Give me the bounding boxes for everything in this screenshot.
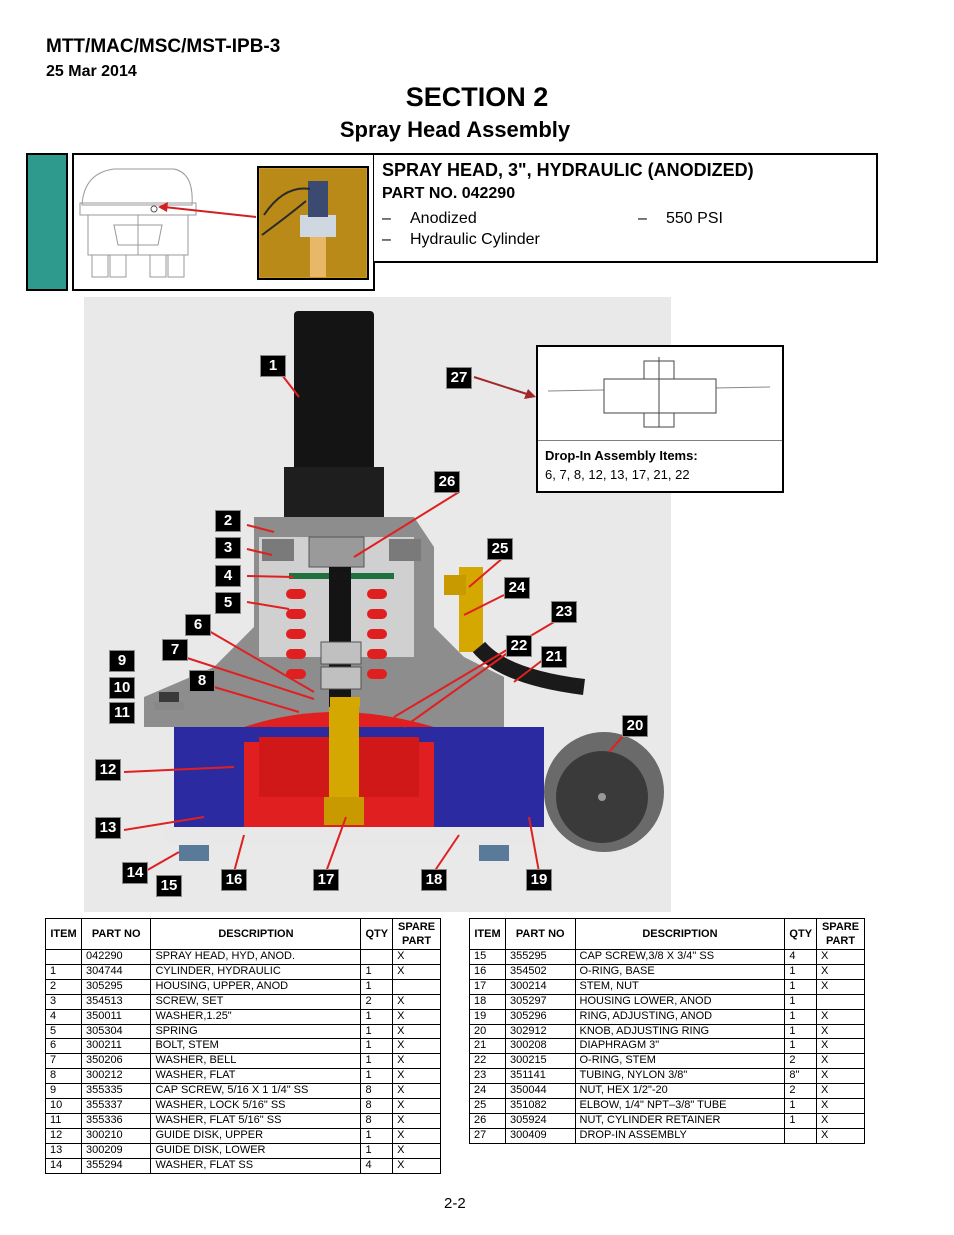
callout-20: 20 (622, 715, 648, 737)
table-row (470, 1084, 865, 1099)
header-qty: QTY (361, 919, 393, 950)
part-no-cell: 355337 (81, 1099, 151, 1114)
item-cell: 16 (470, 964, 506, 979)
item-cell (46, 950, 82, 965)
description-cell: CAP SCREW,3/8 X 3/4" SS (575, 950, 785, 965)
parts-table-right (469, 918, 865, 1144)
table-row (46, 1039, 441, 1054)
description-cell: DIAPHRAGM 3" (575, 1039, 785, 1054)
part-no-cell: 350206 (81, 1054, 151, 1069)
part-no-cell: 300209 (81, 1143, 151, 1158)
header-part-no: PART NO (81, 919, 151, 950)
callout-24: 24 (504, 577, 530, 599)
part-no-cell: 302912 (505, 1024, 575, 1039)
table-row (46, 1009, 441, 1024)
item-cell: 14 (46, 1158, 82, 1173)
description-cell: ELBOW, 1/4" NPT–3/8" TUBE (575, 1099, 785, 1114)
callout-23: 23 (551, 601, 577, 623)
callout-22: 22 (506, 635, 532, 657)
description-cell: RING, ADJUSTING, ANOD (575, 1009, 785, 1024)
description-cell: BOLT, STEM (151, 1039, 361, 1054)
spare-cell (393, 979, 441, 994)
item-cell: 3 (46, 994, 82, 1009)
qty-cell: 8" (785, 1069, 817, 1084)
spare-cell: X (393, 1069, 441, 1084)
description-cell: CYLINDER, HYDRAULIC (151, 964, 361, 979)
spare-cell: X (817, 1099, 865, 1114)
qty-cell: 1 (785, 964, 817, 979)
item-cell: 12 (46, 1128, 82, 1143)
qty-cell: 8 (361, 1113, 393, 1128)
qty-cell: 1 (785, 1099, 817, 1114)
spare-cell: X (817, 950, 865, 965)
document-id: MTT/MAC/MSC/MST-IPB-3 (46, 36, 281, 57)
page-number: 2-2 (444, 1195, 466, 1212)
qty-cell: 8 (361, 1084, 393, 1099)
qty-cell: 1 (785, 979, 817, 994)
spare-cell: X (817, 1084, 865, 1099)
header-spare: SPARE (397, 921, 436, 933)
qty-cell: 1 (361, 1128, 393, 1143)
section-title: SECTION 2 (405, 82, 549, 112)
header-item: ITEM (470, 919, 506, 950)
spare-cell: X (817, 1113, 865, 1128)
spare-cell: X (393, 1113, 441, 1128)
item-cell: 20 (470, 1024, 506, 1039)
item-cell: 13 (46, 1143, 82, 1158)
description-cell: DROP-IN ASSEMBLY (575, 1128, 785, 1143)
spare-cell: X (393, 994, 441, 1009)
item-cell: 2 (46, 979, 82, 994)
description-cell: O-RING, STEM (575, 1054, 785, 1069)
spare-cell: X (393, 1099, 441, 1114)
item-cell: 1 (46, 964, 82, 979)
qty-cell: 1 (361, 964, 393, 979)
description-cell: WASHER, FLAT SS (151, 1158, 361, 1173)
header-item: ITEM (46, 919, 82, 950)
item-cell: 4 (46, 1009, 82, 1024)
callout-16: 16 (221, 869, 247, 891)
item-cell: 18 (470, 994, 506, 1009)
description-cell: SCREW, SET (151, 994, 361, 1009)
part-no-cell: 300214 (505, 979, 575, 994)
description-cell: KNOB, ADJUSTING RING (575, 1024, 785, 1039)
callout-3: 3 (215, 537, 241, 559)
table-row (46, 1099, 441, 1114)
item-cell: 26 (470, 1113, 506, 1128)
spare-cell: X (393, 964, 441, 979)
part-no-cell: 305924 (505, 1113, 575, 1128)
qty-cell: 1 (785, 1039, 817, 1054)
qty-cell: 4 (361, 1158, 393, 1173)
section-subtitle: Spray Head Assembly (339, 117, 571, 142)
spare-cell: X (393, 1009, 441, 1024)
table-row (470, 1099, 865, 1114)
item-cell: 23 (470, 1069, 506, 1084)
qty-cell: 2 (785, 1054, 817, 1069)
feature-dash: – (638, 210, 647, 227)
table-row (46, 1128, 441, 1143)
table-row (470, 1009, 865, 1024)
feature-dash: – (382, 231, 391, 248)
table-row (470, 950, 865, 965)
part-no-cell: 305295 (81, 979, 151, 994)
feature-pressure: 550 PSI (666, 210, 723, 227)
spare-cell: X (393, 1024, 441, 1039)
spare-cell: X (393, 1158, 441, 1173)
description-cell: CAP SCREW, 5/16 X 1 1/4" SS (151, 1084, 361, 1099)
qty-cell: 1 (361, 1024, 393, 1039)
item-cell: 8 (46, 1069, 82, 1084)
location-thumbnail (72, 153, 375, 291)
table-row (470, 979, 865, 994)
qty-cell (361, 950, 393, 965)
spare-cell (817, 994, 865, 1009)
spare-cell: X (817, 1128, 865, 1143)
table-row (46, 1084, 441, 1099)
feature-anodized: Anodized (410, 210, 477, 227)
item-cell: 22 (470, 1054, 506, 1069)
header-part-no: PART NO (505, 919, 575, 950)
table-row (46, 1113, 441, 1128)
table-row (46, 1069, 441, 1084)
vehicle-location-illustration (74, 155, 373, 289)
callout-8: 8 (189, 670, 215, 692)
header-spare: SPARE (821, 921, 860, 933)
callout-9: 9 (109, 650, 135, 672)
drop-in-assembly-illustration (538, 347, 782, 441)
table-header-row (470, 919, 865, 950)
part-no-cell: 300215 (505, 1054, 575, 1069)
qty-cell: 1 (785, 1113, 817, 1128)
part-no-cell: 355295 (505, 950, 575, 965)
part-no-cell: 354502 (505, 964, 575, 979)
table-row (470, 1024, 865, 1039)
description-cell: GUIDE DISK, LOWER (151, 1143, 361, 1158)
table-row (46, 964, 441, 979)
table-row (470, 1128, 865, 1143)
description-cell: SPRING (151, 1024, 361, 1039)
description-cell: WASHER, LOCK 5/16" SS (151, 1099, 361, 1114)
table-row (46, 1024, 441, 1039)
part-no-cell: 042290 (81, 950, 151, 965)
feature-dash: – (382, 210, 391, 227)
callout-1: 1 (260, 355, 286, 377)
table-row (46, 1158, 441, 1173)
header-description: DESCRIPTION (151, 919, 361, 950)
part-no-cell: 350044 (505, 1084, 575, 1099)
callout-27: 27 (446, 367, 472, 389)
header-qty: QTY (785, 919, 817, 950)
part-no-cell: 355336 (81, 1113, 151, 1128)
item-cell: 10 (46, 1099, 82, 1114)
callout-10: 10 (109, 677, 135, 699)
spare-cell: X (393, 1084, 441, 1099)
part-no-cell: 300210 (81, 1128, 151, 1143)
drop-in-items: 6, 7, 8, 12, 13, 17, 21, 22 (545, 467, 690, 482)
item-cell: 17 (470, 979, 506, 994)
part-no-cell: 354513 (81, 994, 151, 1009)
table-header-row (46, 919, 441, 950)
callout-15: 15 (156, 875, 182, 897)
item-cell: 25 (470, 1099, 506, 1114)
header-spare-part (817, 919, 865, 950)
item-cell: 11 (46, 1113, 82, 1128)
qty-cell: 1 (785, 1024, 817, 1039)
table-row (470, 1054, 865, 1069)
description-cell: NUT, CYLINDER RETAINER (575, 1113, 785, 1128)
part-no-cell: 300208 (505, 1039, 575, 1054)
description-cell: WASHER, FLAT (151, 1069, 361, 1084)
qty-cell: 4 (785, 950, 817, 965)
item-cell: 7 (46, 1054, 82, 1069)
description-cell: STEM, NUT (575, 979, 785, 994)
callout-12: 12 (95, 759, 121, 781)
header-description: DESCRIPTION (575, 919, 785, 950)
description-cell: WASHER, BELL (151, 1054, 361, 1069)
qty-cell: 1 (361, 1054, 393, 1069)
callout-26: 26 (434, 471, 460, 493)
part-no-cell: 305297 (505, 994, 575, 1009)
qty-cell: 1 (361, 1039, 393, 1054)
table-row (470, 1069, 865, 1084)
header-part: PART (401, 935, 432, 947)
item-cell: 27 (470, 1128, 506, 1143)
part-no-cell: 351082 (505, 1099, 575, 1114)
callout-27-arrow (472, 375, 542, 405)
table-row (46, 979, 441, 994)
spare-cell: X (393, 1054, 441, 1069)
qty-cell: 8 (361, 1099, 393, 1114)
description-cell: WASHER,1.25" (151, 1009, 361, 1024)
qty-cell: 1 (785, 1009, 817, 1024)
part-no-cell: 351141 (505, 1069, 575, 1084)
callout-25: 25 (487, 538, 513, 560)
callout-7: 7 (162, 639, 188, 661)
part-no-cell: 300212 (81, 1069, 151, 1084)
description-cell: SPRAY HEAD, HYD, ANOD. (151, 950, 361, 965)
part-no-cell: 300409 (505, 1128, 575, 1143)
spare-cell: X (393, 1128, 441, 1143)
callout-21: 21 (541, 646, 567, 668)
item-cell: 9 (46, 1084, 82, 1099)
spare-cell: X (393, 1143, 441, 1158)
part-no-cell: 305296 (505, 1009, 575, 1024)
description-cell: GUIDE DISK, UPPER (151, 1128, 361, 1143)
qty-cell: 1 (361, 1009, 393, 1024)
callout-17: 17 (313, 869, 339, 891)
part-no-cell: 304744 (81, 964, 151, 979)
header-spare-part (393, 919, 441, 950)
spare-cell: X (393, 950, 441, 965)
table-row (46, 1143, 441, 1158)
description-cell: HOUSING LOWER, ANOD (575, 994, 785, 1009)
description-cell: TUBING, NYLON 3/8" (575, 1069, 785, 1084)
table-row (470, 1039, 865, 1054)
qty-cell: 2 (361, 994, 393, 1009)
item-cell: 24 (470, 1084, 506, 1099)
section-tab (26, 153, 68, 291)
qty-cell: 1 (361, 1069, 393, 1084)
part-number: PART NO. 042290 (382, 185, 516, 202)
table-row (470, 1113, 865, 1128)
qty-cell: 2 (785, 1084, 817, 1099)
spare-cell: X (817, 964, 865, 979)
callout-13: 13 (95, 817, 121, 839)
callout-18: 18 (421, 869, 447, 891)
qty-cell: 1 (361, 979, 393, 994)
header-part: PART (825, 935, 856, 947)
qty-cell: 1 (785, 994, 817, 1009)
qty-cell: 1 (361, 1143, 393, 1158)
parts-table-left (45, 918, 441, 1174)
callout-4: 4 (215, 565, 241, 587)
part-no-cell: 305304 (81, 1024, 151, 1039)
spare-cell: X (817, 1039, 865, 1054)
item-cell: 5 (46, 1024, 82, 1039)
callout-6: 6 (185, 614, 211, 636)
callout-11: 11 (109, 702, 135, 724)
table-row (470, 964, 865, 979)
callout-5: 5 (215, 592, 241, 614)
part-no-cell: 350011 (81, 1009, 151, 1024)
table-row (46, 994, 441, 1009)
qty-cell (785, 1128, 817, 1143)
part-no-cell: 355294 (81, 1158, 151, 1173)
document-date: 25 Mar 2014 (46, 63, 137, 80)
part-no-cell: 300211 (81, 1039, 151, 1054)
spare-cell: X (817, 1054, 865, 1069)
item-cell: 15 (470, 950, 506, 965)
callout-2: 2 (215, 510, 241, 532)
spare-cell: X (817, 1024, 865, 1039)
part-title: SPRAY HEAD, 3", HYDRAULIC (ANODIZED) (382, 160, 754, 180)
feature-cylinder: Hydraulic Cylinder (410, 231, 540, 248)
callout-14: 14 (122, 862, 148, 884)
description-cell: HOUSING, UPPER, ANOD (151, 979, 361, 994)
spare-cell: X (817, 979, 865, 994)
item-cell: 21 (470, 1039, 506, 1054)
description-cell: WASHER, FLAT 5/16" SS (151, 1113, 361, 1128)
part-no-cell: 355335 (81, 1084, 151, 1099)
table-row (46, 950, 441, 965)
spare-cell: X (817, 1069, 865, 1084)
table-row (470, 994, 865, 1009)
description-cell: NUT, HEX 1/2"-20 (575, 1084, 785, 1099)
item-cell: 19 (470, 1009, 506, 1024)
drop-in-title: Drop-In Assembly Items: (545, 448, 698, 463)
description-cell: O-RING, BASE (575, 964, 785, 979)
item-cell: 6 (46, 1039, 82, 1054)
spare-cell: X (817, 1009, 865, 1024)
callout-19: 19 (526, 869, 552, 891)
table-row (46, 1054, 441, 1069)
spare-cell: X (393, 1039, 441, 1054)
